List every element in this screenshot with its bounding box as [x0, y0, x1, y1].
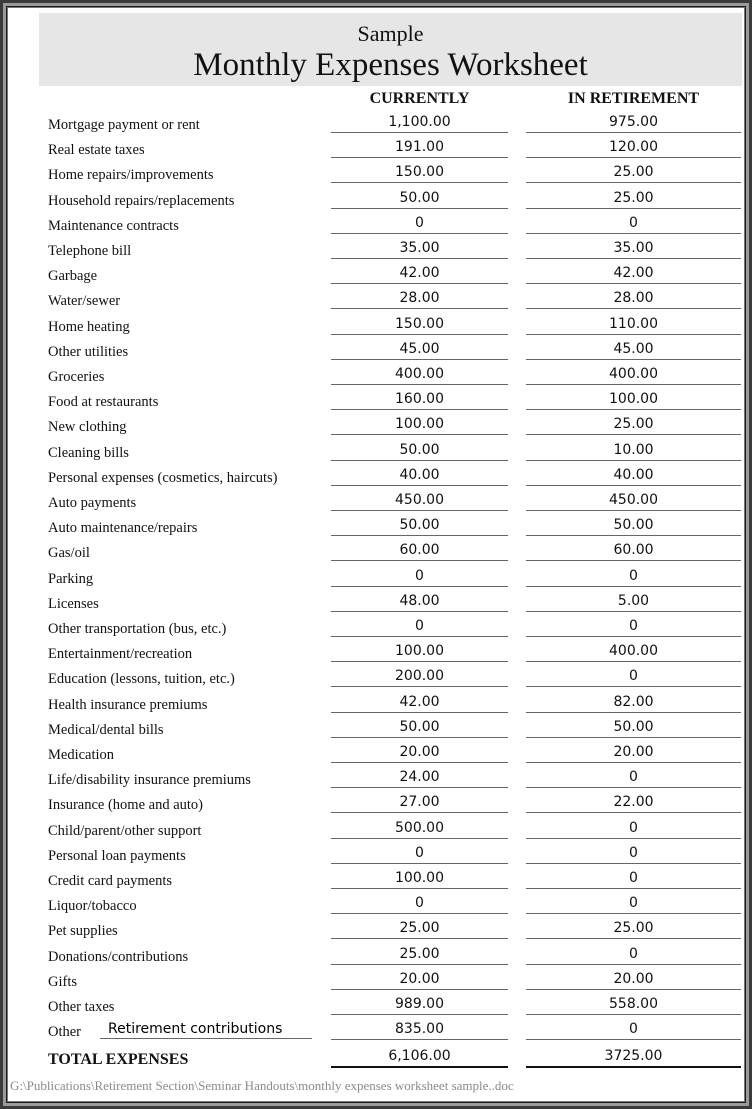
expense-label: Other transportation (bus, etc.) — [48, 621, 227, 637]
retirement-amount-field[interactable]: 400.00 — [526, 641, 741, 662]
retirement-amount-field[interactable]: 28.00 — [526, 288, 741, 309]
retirement-amount-field[interactable]: 0 — [526, 868, 741, 889]
expense-label: Cleaning bills — [48, 444, 129, 461]
expense-label: Credit card payments — [48, 873, 173, 889]
expense-row — [8, 816, 746, 841]
retirement-amount-field[interactable]: 35.00 — [526, 238, 741, 259]
expense-row — [8, 614, 746, 639]
expense-row — [8, 261, 746, 286]
expense-label: Telephone bill — [48, 243, 132, 259]
retirement-amount-field[interactable]: 0 — [526, 767, 741, 788]
retirement-amount-field[interactable]: 110.00 — [526, 314, 741, 335]
current-amount-field[interactable]: 35.00 — [331, 238, 508, 259]
retirement-amount-field[interactable]: 42.00 — [526, 263, 741, 284]
current-amount-field[interactable]: 0 — [331, 843, 508, 864]
expense-label: Insurance (home and auto) — [48, 797, 204, 814]
footer-file-path: G:\Publications\Retirement Section\Seminar Handouts\monthly expenses worksheet sample..doc — [10, 1078, 514, 1093]
current-amount-field[interactable]: 50.00 — [331, 440, 508, 461]
expense-label: Medication — [48, 747, 115, 763]
column-header-retirement: IN RETIREMENT — [567, 90, 700, 107]
expense-label: Education (lessons, tuition, etc.) — [48, 671, 235, 688]
total-label: TOTAL EXPENSES — [48, 1051, 189, 1069]
expense-row — [8, 841, 746, 866]
expense-row — [8, 286, 746, 311]
expense-row — [8, 765, 746, 790]
expense-label: Mortgage payment or rent — [48, 117, 200, 133]
expense-row — [8, 564, 746, 589]
expense-label: Life/disability insurance premiums — [48, 772, 251, 789]
expense-label: Licenses — [48, 595, 99, 612]
current-amount-field[interactable]: 500.00 — [331, 818, 508, 839]
expense-row — [8, 513, 746, 538]
current-amount-field[interactable]: 40.00 — [331, 465, 508, 486]
expense-label: Donations/contributions — [48, 948, 189, 965]
expense-label: Other taxes — [48, 999, 115, 1015]
current-amount-field[interactable]: 450.00 — [331, 490, 508, 511]
current-amount-field[interactable]: 45.00 — [331, 339, 508, 360]
retirement-amount-field[interactable]: 0 — [526, 944, 741, 965]
current-amount-field[interactable]: 28.00 — [331, 288, 508, 309]
current-amount-field[interactable]: 27.00 — [331, 792, 508, 813]
current-amount-field[interactable]: 60.00 — [331, 540, 508, 561]
other-row — [8, 1017, 746, 1042]
title-band — [39, 13, 742, 86]
page-title: Monthly Expenses Worksheet — [193, 47, 588, 83]
expense-row — [8, 110, 746, 135]
expense-label: Water/sewer — [48, 293, 121, 310]
retirement-amount-field[interactable]: 22.00 — [526, 792, 741, 813]
current-amount-field[interactable]: 160.00 — [331, 389, 508, 410]
expense-row — [8, 463, 746, 488]
current-amount-field[interactable]: 1,100.00 — [331, 112, 508, 133]
expense-row — [8, 362, 746, 387]
retirement-amount-field[interactable]: 400.00 — [526, 364, 741, 385]
retirement-amount-field[interactable]: 0 — [526, 818, 741, 839]
other-label: Other — [48, 1024, 82, 1041]
expense-row — [8, 992, 746, 1017]
expense-row — [8, 967, 746, 992]
other-retirement-field[interactable]: 0 — [526, 1019, 741, 1040]
retirement-amount-field[interactable]: 10.00 — [526, 440, 741, 461]
retirement-amount-field[interactable]: 25.00 — [526, 414, 741, 435]
current-amount-field[interactable]: 42.00 — [331, 263, 508, 284]
retirement-amount-field[interactable]: 25.00 — [526, 918, 741, 939]
expense-row — [8, 312, 746, 337]
retirement-amount-field[interactable]: 50.00 — [526, 717, 741, 738]
expense-label: Groceries — [48, 369, 105, 385]
retirement-amount-field[interactable]: 120.00 — [526, 137, 741, 158]
expense-label: Parking — [48, 570, 94, 587]
current-amount-field[interactable]: 200.00 — [331, 666, 508, 687]
current-amount-field[interactable]: 989.00 — [331, 994, 508, 1015]
expense-label: Personal loan payments — [48, 847, 186, 864]
expense-row — [8, 916, 746, 941]
expense-label: Garbage — [48, 268, 98, 285]
expense-label: Maintenance contracts — [48, 217, 179, 234]
title-small: Sample — [357, 21, 424, 46]
current-amount-field[interactable]: 400.00 — [331, 364, 508, 385]
current-amount-field[interactable]: 100.00 — [331, 641, 508, 662]
expense-label: Gifts — [48, 973, 77, 990]
expense-label: Home repairs/improvements — [48, 167, 214, 184]
retirement-amount-field[interactable]: 20.00 — [526, 969, 741, 990]
expense-row — [8, 639, 746, 664]
retirement-amount-field[interactable]: 558.00 — [526, 994, 741, 1015]
expense-row — [8, 891, 746, 916]
expense-row — [8, 790, 746, 815]
expense-label: Child/parent/other support — [48, 822, 202, 839]
total-retirement: 3725.00 — [526, 1046, 741, 1068]
expense-label: Pet supplies — [48, 923, 118, 940]
retirement-amount-field[interactable]: 5.00 — [526, 591, 741, 612]
expense-label: Health insurance premiums — [48, 696, 208, 713]
retirement-amount-field[interactable]: 40.00 — [526, 465, 741, 486]
expense-row — [8, 740, 746, 765]
current-amount-field[interactable]: 24.00 — [331, 767, 508, 788]
expense-row — [8, 589, 746, 614]
total-row — [8, 1044, 746, 1069]
other-description-field[interactable]: Retirement contributions — [100, 1019, 312, 1039]
current-amount-field[interactable]: 0 — [331, 566, 508, 587]
expense-label: Food at restaurants — [48, 394, 159, 411]
retirement-amount-field[interactable]: 82.00 — [526, 692, 741, 713]
current-amount-field[interactable]: 191.00 — [331, 137, 508, 158]
retirement-amount-field[interactable]: 25.00 — [526, 162, 741, 183]
current-amount-field[interactable]: 25.00 — [331, 918, 508, 939]
retirement-amount-field[interactable]: 975.00 — [526, 112, 741, 133]
expense-row — [8, 866, 746, 891]
retirement-amount-field[interactable]: 25.00 — [526, 188, 741, 209]
current-amount-field[interactable]: 150.00 — [331, 162, 508, 183]
expense-label: New clothing — [48, 419, 127, 436]
worksheet-page — [7, 7, 745, 1102]
expense-row — [8, 135, 746, 160]
retirement-amount-field[interactable]: 0 — [526, 843, 741, 864]
expense-label: Entertainment/recreation — [48, 646, 193, 663]
expense-row — [8, 664, 746, 689]
current-amount-field[interactable]: 25.00 — [331, 944, 508, 965]
expense-label: Liquor/tobacco — [48, 898, 137, 915]
expense-label: Home heating — [48, 318, 130, 335]
expense-label: Other utilities — [48, 343, 129, 360]
retirement-amount-field[interactable]: 0 — [526, 666, 741, 687]
retirement-amount-field[interactable]: 0 — [526, 893, 741, 914]
current-amount-field[interactable]: 20.00 — [331, 969, 508, 990]
expense-row — [8, 942, 746, 967]
retirement-amount-field[interactable]: 0 — [526, 566, 741, 587]
expense-row — [8, 438, 746, 463]
expense-label: Personal expenses (cosmetics, haircuts) — [48, 469, 278, 486]
column-header-currently: CURRENTLY — [369, 90, 470, 107]
expense-row — [8, 337, 746, 362]
expense-label: Gas/oil — [48, 545, 90, 562]
expense-row — [8, 211, 746, 236]
current-amount-field[interactable]: 20.00 — [331, 742, 508, 763]
expense-row — [8, 538, 746, 563]
other-current-field[interactable]: 835.00 — [331, 1019, 508, 1040]
current-amount-field[interactable]: 0 — [331, 616, 508, 637]
current-amount-field[interactable]: 50.00 — [331, 515, 508, 536]
retirement-amount-field[interactable]: 45.00 — [526, 339, 741, 360]
current-amount-field[interactable]: 48.00 — [331, 591, 508, 612]
retirement-amount-field[interactable]: 450.00 — [526, 490, 741, 511]
current-amount-field[interactable]: 100.00 — [331, 868, 508, 889]
expense-row — [8, 236, 746, 261]
retirement-amount-field[interactable]: 60.00 — [526, 540, 741, 561]
retirement-amount-field[interactable]: 0 — [526, 213, 741, 234]
current-amount-field[interactable]: 0 — [331, 213, 508, 234]
expense-row — [8, 186, 746, 211]
current-amount-field[interactable]: 0 — [331, 893, 508, 914]
expense-label: Real estate taxes — [48, 142, 145, 159]
expense-label: Medical/dental bills — [48, 721, 164, 738]
expense-label: Household repairs/replacements — [48, 192, 235, 209]
retirement-amount-field[interactable]: 50.00 — [526, 515, 741, 536]
retirement-amount-field[interactable]: 0 — [526, 616, 741, 637]
retirement-amount-field[interactable]: 20.00 — [526, 742, 741, 763]
expense-row — [8, 690, 746, 715]
expense-label: Auto maintenance/repairs — [48, 520, 198, 537]
expense-row — [8, 160, 746, 185]
expense-label: Auto payments — [48, 495, 137, 511]
expense-row — [8, 412, 746, 437]
expense-row — [8, 387, 746, 412]
expense-row — [8, 488, 746, 513]
total-current: 6,106.00 — [331, 1046, 508, 1068]
current-amount-field[interactable]: 50.00 — [331, 188, 508, 209]
current-amount-field[interactable]: 50.00 — [331, 717, 508, 738]
current-amount-field[interactable]: 42.00 — [331, 692, 508, 713]
current-amount-field[interactable]: 150.00 — [331, 314, 508, 335]
expense-row — [8, 715, 746, 740]
retirement-amount-field[interactable]: 100.00 — [526, 389, 741, 410]
current-amount-field[interactable]: 100.00 — [331, 414, 508, 435]
